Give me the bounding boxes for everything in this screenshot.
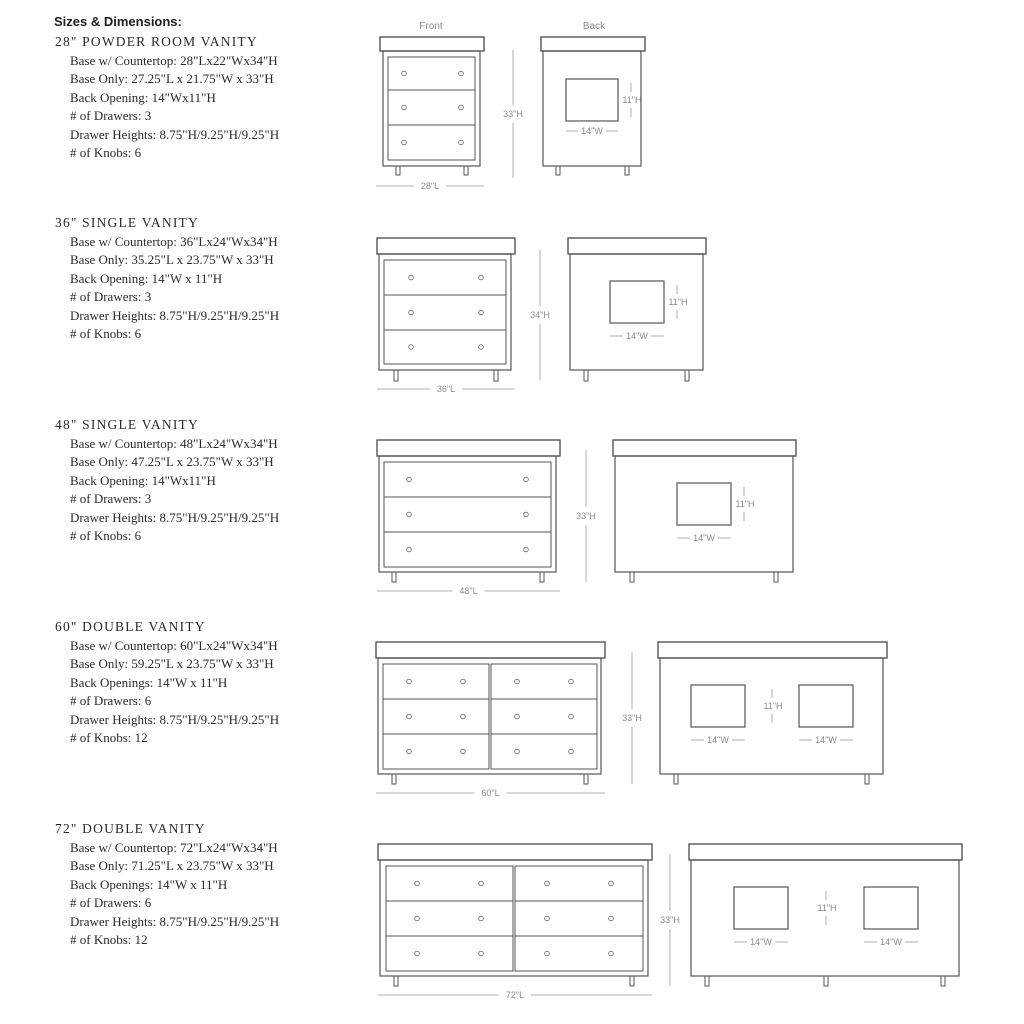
leg (630, 572, 634, 582)
back-opening (677, 483, 731, 525)
spec-drawer-heights: Drawer Heights: 8.75"H/9.25"H/9.25"H (70, 711, 280, 727)
drawer (384, 462, 551, 497)
knob (407, 477, 412, 482)
cabinet-body (383, 51, 480, 166)
spec-drawers: # of Drawers: 3 (70, 108, 152, 123)
drawer (388, 125, 475, 160)
spec-knobs: # of Knobs: 12 (70, 730, 148, 745)
vanity-drawing-3 (376, 642, 887, 798)
height-label: 33"H (576, 511, 596, 521)
opening-height-label: 11"H (817, 903, 837, 913)
opening-height-label: 11"H (622, 95, 642, 105)
knob (415, 881, 420, 886)
leg (630, 976, 634, 986)
spec-back-opening: Back Opening: 14"W x 11"H (70, 270, 223, 286)
back-opening (864, 887, 918, 929)
drawer (384, 497, 551, 532)
drawer (386, 936, 513, 971)
drawer (386, 901, 513, 936)
knob (407, 512, 412, 517)
countertop (658, 642, 887, 658)
spec-back-opening: Back Openings: 14"W x 11"H (70, 876, 228, 892)
spec-base-only: Base Only: 27.25"L x 21.75"W x 33"H (70, 71, 274, 86)
knob (524, 477, 529, 482)
knob (524, 547, 529, 552)
height-label: 34"H (530, 310, 550, 320)
drawer (515, 936, 643, 971)
spec-countertop: Base w/ Countertop: 60"Lx24"Wx34"H (70, 637, 278, 653)
leg (394, 976, 398, 986)
countertop (541, 37, 645, 51)
cabinet-body (691, 860, 959, 976)
knob (479, 916, 484, 921)
knob (569, 679, 574, 684)
spec-countertop: Base w/ Countertop: 28"Lx22"Wx34"H (70, 52, 278, 68)
spec-back-opening: Back Opening: 14"Wx11"H (70, 472, 216, 488)
leg (584, 774, 588, 784)
spec-drawer-heights: Drawer Heights: 8.75"H/9.25"H/9.25"H (70, 126, 280, 142)
leg (674, 774, 678, 784)
spec-back-opening: Back Opening: 14"Wx11"H (70, 89, 216, 105)
knob (461, 749, 466, 754)
knob (524, 512, 529, 517)
countertop (568, 238, 706, 254)
leg (394, 370, 398, 381)
opening-height-label: 11"H (763, 701, 783, 711)
drawer (386, 866, 513, 901)
drawer (384, 295, 506, 330)
opening-width-label: 14"W (626, 331, 648, 341)
spec-knobs: # of Knobs: 6 (70, 528, 142, 543)
drawer (515, 901, 643, 936)
opening-width-label: 14"W (815, 735, 837, 745)
opening-width-label: 14"W (693, 533, 715, 543)
back-opening (734, 887, 788, 929)
leg (774, 572, 778, 582)
knob (515, 714, 520, 719)
leg (556, 166, 560, 175)
countertop (613, 440, 796, 456)
spec-base-only: Base Only: 71.25"L x 23.75"W x 33"H (70, 858, 274, 873)
cabinet-body (379, 456, 556, 572)
cabinet-body (570, 254, 703, 370)
countertop (689, 844, 962, 860)
spec-countertop: Base w/ Countertop: 36"Lx24"Wx34"H (70, 233, 278, 249)
leg (494, 370, 498, 381)
knob (409, 275, 414, 280)
knob (545, 916, 550, 921)
spec-countertop: Base w/ Countertop: 72"Lx24"Wx34"H (70, 839, 278, 855)
spec-drawers: # of Drawers: 6 (70, 693, 152, 708)
spec-drawers: # of Drawers: 3 (70, 491, 152, 506)
knob (402, 140, 407, 145)
knob (407, 714, 412, 719)
length-label: 48"L (459, 586, 478, 596)
spec-base-only: Base Only: 47.25"L x 23.75"W x 33"H (70, 454, 274, 469)
vanity-drawing-2 (377, 440, 796, 596)
leg (396, 166, 400, 175)
leg (685, 370, 689, 381)
leg (392, 774, 396, 784)
knob (409, 310, 414, 315)
leg (865, 774, 869, 784)
leg (540, 572, 544, 582)
knob (459, 140, 464, 145)
knob (415, 951, 420, 956)
leg (824, 976, 828, 986)
knob (402, 71, 407, 76)
back-opening (610, 281, 664, 323)
knob (415, 916, 420, 921)
opening-width-label: 14"W (750, 937, 772, 947)
knob (461, 679, 466, 684)
knob (479, 881, 484, 886)
drawer (384, 260, 506, 295)
cabinet-body (543, 51, 641, 166)
knob (515, 679, 520, 684)
spec-drawers: # of Drawers: 3 (70, 289, 152, 304)
leg (392, 572, 396, 582)
knob (545, 881, 550, 886)
knob (545, 951, 550, 956)
knob (459, 71, 464, 76)
knob (479, 310, 484, 315)
leg (705, 976, 709, 986)
back-opening (691, 685, 745, 727)
drawer (383, 699, 489, 734)
knob (479, 345, 484, 350)
vanity-title: 36" SINGLE VANITY (55, 215, 199, 230)
knob (461, 714, 466, 719)
height-label: 33"H (503, 109, 523, 119)
spec-countertop: Base w/ Countertop: 48"Lx24"Wx34"H (70, 435, 278, 451)
knob (609, 916, 614, 921)
knob (609, 881, 614, 886)
drawer (491, 734, 597, 769)
spec-base-only: Base Only: 35.25"L x 23.75"W x 33"H (70, 252, 274, 267)
countertop (377, 440, 560, 456)
knob (515, 749, 520, 754)
spec-knobs: # of Knobs: 6 (70, 145, 142, 160)
page-heading: Sizes & Dimensions: (54, 14, 182, 29)
drawer (384, 330, 506, 364)
knob (569, 749, 574, 754)
length-label: 72"L (505, 990, 525, 1000)
height-label: 33"H (622, 713, 642, 723)
knob (609, 951, 614, 956)
drawer (383, 734, 489, 769)
countertop (378, 844, 652, 860)
back-opening (566, 79, 618, 121)
vanity-title: 60" DOUBLE VANITY (55, 619, 206, 634)
vanity-drawing-1 (377, 238, 706, 394)
drawer (515, 866, 643, 901)
drawer (384, 532, 551, 567)
countertop (377, 238, 515, 254)
cabinet-body (660, 658, 883, 774)
cabinet-body (615, 456, 793, 572)
knob (569, 714, 574, 719)
knob (402, 105, 407, 110)
height-label: 33"H (660, 915, 680, 925)
knob (407, 547, 412, 552)
knob (407, 679, 412, 684)
drawer (491, 699, 597, 734)
length-label: 36"L (436, 384, 456, 394)
spec-knobs: # of Knobs: 12 (70, 932, 148, 947)
opening-width-label: 14"W (880, 937, 902, 947)
knob (407, 749, 412, 754)
vanity-drawing-0 (376, 37, 645, 191)
vanity-title: 48" SINGLE VANITY (55, 417, 199, 432)
length-label: 28"L (420, 181, 440, 191)
leg (941, 976, 945, 986)
vanity-title: 28" POWDER ROOM VANITY (55, 34, 258, 49)
leg (625, 166, 629, 175)
opening-width-label: 14"W (581, 126, 603, 136)
knob (409, 345, 414, 350)
spec-knobs: # of Knobs: 6 (70, 326, 142, 341)
countertop (380, 37, 484, 51)
drawer (388, 90, 475, 125)
vanity-drawing-4 (378, 844, 962, 1000)
knob (459, 105, 464, 110)
drawer (491, 664, 597, 699)
vanity-title: 72" DOUBLE VANITY (55, 821, 206, 836)
cabinet-body (380, 860, 648, 976)
knob (479, 951, 484, 956)
spec-drawer-heights: Drawer Heights: 8.75"H/9.25"H/9.25"H (70, 509, 280, 525)
drawer (383, 664, 489, 699)
length-label: 60"L (481, 788, 500, 798)
spec-drawers: # of Drawers: 6 (70, 895, 152, 910)
back-view-label: Back (582, 21, 606, 32)
spec-base-only: Base Only: 59.25"L x 23.75"W x 33"H (70, 656, 274, 671)
opening-height-label: 11"H (735, 499, 755, 509)
cabinet-body (379, 254, 511, 370)
leg (464, 166, 468, 175)
leg (584, 370, 588, 381)
countertop (376, 642, 605, 658)
opening-width-label: 14"W (707, 735, 729, 745)
spec-drawer-heights: Drawer Heights: 8.75"H/9.25"H/9.25"H (70, 307, 280, 323)
front-view-label: Front (419, 21, 443, 32)
knob (479, 275, 484, 280)
back-opening (799, 685, 853, 727)
drawer (388, 57, 475, 90)
spec-drawer-heights: Drawer Heights: 8.75"H/9.25"H/9.25"H (70, 913, 280, 929)
opening-height-label: 11"H (668, 297, 688, 307)
spec-back-opening: Back Openings: 14"W x 11"H (70, 674, 228, 690)
